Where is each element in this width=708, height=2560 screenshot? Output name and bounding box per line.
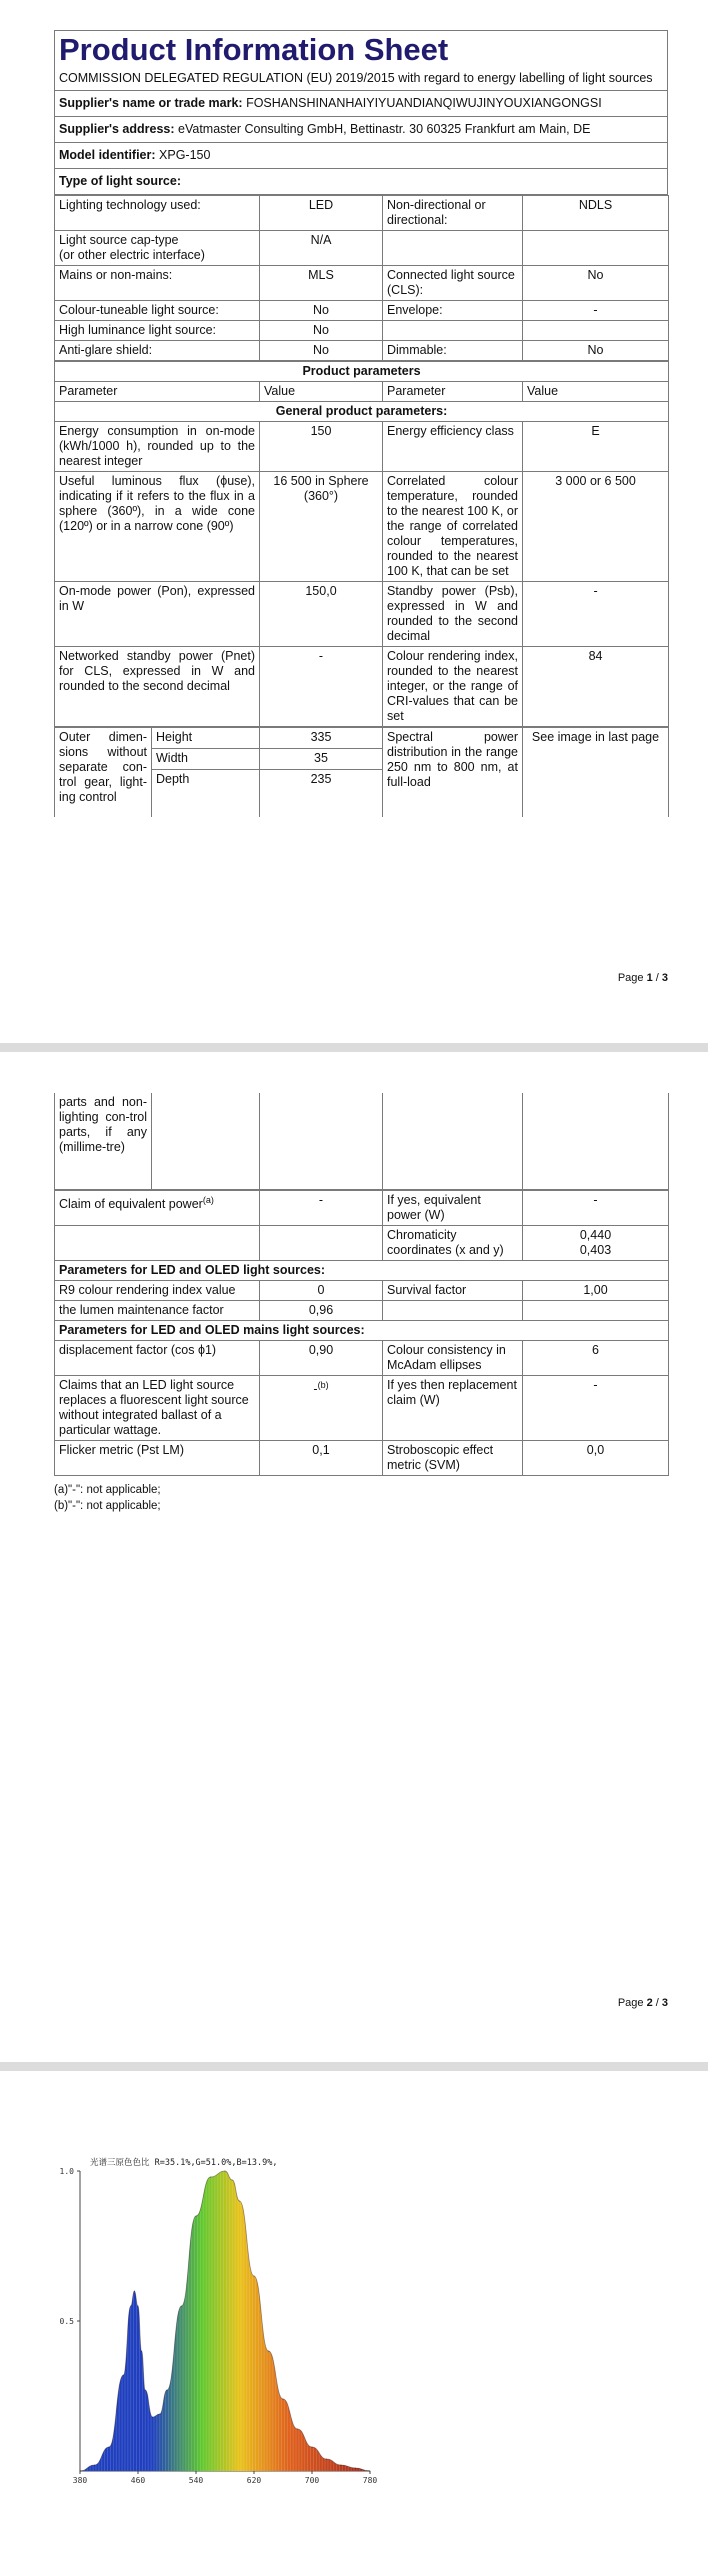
page-number-1 (618, 972, 668, 984)
spectrum-point (79, 2470, 80, 2471)
spectrum-point (210, 2176, 211, 2177)
param-value: 0,96 (260, 1300, 383, 1320)
spectrum-point (159, 2413, 160, 2414)
table-row (55, 582, 669, 647)
param-label-2: Stroboscopic effect metric (SVM) (383, 1440, 523, 1475)
param-label-2: If yes then replacement claim (W) (383, 1375, 523, 1440)
dimensions-label-part2: parts and non-lighting con-trol parts, if any (millime-tre) (55, 1093, 152, 1189)
table-row (55, 266, 669, 301)
regulation-text: COMMISSION DELEGATED REGULATION (EU) 2019/2015 with regard to energy labelling of light sources (59, 71, 653, 85)
page-1 (0, 0, 708, 1043)
chart-title: 光谱三原色色比 R=35.1%,G=51.0%,B=13.9%, (90, 2158, 278, 2168)
spectrum-point (369, 2470, 370, 2471)
spectrum-point (181, 2305, 182, 2306)
param-value-2: E (523, 422, 669, 472)
param-label: High luminance light source: (55, 321, 260, 341)
spectrum-point (94, 2464, 95, 2465)
param-value-2: NDLS (523, 196, 669, 231)
table-row (55, 341, 669, 361)
param-label-2 (383, 231, 523, 266)
table-row (55, 1190, 669, 1225)
param-value: 0,1 (260, 1440, 383, 1475)
type-table (54, 195, 669, 361)
table-row (55, 472, 669, 582)
param-label-2: Dimmable: (383, 341, 523, 361)
param-value-2: - (523, 1375, 669, 1440)
product-params-table (54, 361, 669, 727)
param-label: Light source cap-type (or other electric interface) (55, 231, 260, 266)
param-label-2: Standby power (Psb), expressed in W and rounded to the second decimal (383, 582, 523, 647)
page-current: 1 (646, 972, 653, 984)
dim-empty-cell (260, 1093, 383, 1189)
param-label-2: Non-directional or directional: (383, 196, 523, 231)
dim-empty-cell (152, 1093, 260, 1189)
page-number-2 (618, 1997, 668, 2009)
spectrum-point (123, 2374, 124, 2375)
spectrum-point (326, 2458, 327, 2459)
spectrum-point (134, 2290, 135, 2291)
param-label: Lighting technology used: (55, 196, 260, 231)
model-value: XPG-150 (159, 148, 211, 162)
info-sheet-frame (54, 30, 668, 817)
spectrum-point (297, 2428, 298, 2429)
param-label: displacement factor (cos ϕ1) (55, 1340, 260, 1375)
footnote-a: (a)"-": not applicable; (54, 1483, 161, 1496)
param-label: On-mode power (Pon), expressed in W (55, 582, 260, 647)
param-label: Claim of equivalent power$^{(a)}$ (55, 1190, 260, 1225)
dim-name-depth: Depth (152, 769, 260, 817)
table-row (55, 1340, 669, 1375)
dim-value-depth: 235 (260, 769, 383, 817)
continued-frame (54, 1093, 668, 1514)
dim-empty-cell (383, 1093, 523, 1189)
table-row (55, 301, 669, 321)
spectrum-point (166, 2389, 167, 2390)
dimensions-continued-table (54, 1093, 669, 1190)
param-label: Mains or non-mains: (55, 266, 260, 301)
spectrum-point (311, 2446, 312, 2447)
spectrum-point (137, 2305, 138, 2306)
footnote-ref: (b) (317, 1379, 329, 1390)
dimensions-label-part1: Outer dimen-sions without separate con-trol gear, light-ing control (55, 728, 152, 818)
col-value: Value (260, 382, 383, 402)
spectrum-point (268, 2350, 269, 2351)
param-value (260, 1225, 383, 1260)
param-label: the lumen maintenance factor (55, 1300, 260, 1320)
dim-value-width: 35 (260, 748, 383, 769)
spectrum-point (239, 2200, 240, 2201)
x-tick-label: 620 (246, 2476, 262, 2485)
param-value-2: 3 000 or 6 500 (523, 472, 669, 582)
param-label: Energy consumption in on-mode (kWh/1000 h), rounded up to the nearest integer (55, 422, 260, 472)
col-value-2: Value (523, 382, 669, 402)
dimensions-table (54, 727, 669, 817)
dim-value-height: 335 (260, 728, 383, 749)
param-value: N/A (260, 231, 383, 266)
footnote-b: (b)"-": not applicable; (54, 1499, 161, 1512)
param-label-2: Energy efficiency class (383, 422, 523, 472)
col-parameter-2: Parameter (383, 382, 523, 402)
param-label-2 (383, 1300, 523, 1320)
spectrum-point (224, 2170, 225, 2171)
param-label: Networked standby power (Pnet) for CLS, expressed in W and rounded to the second decimal (55, 647, 260, 727)
param-value: 150 (260, 422, 383, 472)
x-tick-label: 540 (188, 2476, 204, 2485)
page-separator: / (652, 1997, 662, 2009)
table-row (55, 1300, 669, 1320)
dim-empty-cell (523, 1093, 669, 1189)
type-header: Type of light source: (55, 169, 668, 195)
spd-label: Spectral power distribution in the range 250 nm to 800 nm, at full-load (383, 728, 523, 818)
param-label-2: Colour rendering index, rounded to the nearest integer, or the range of CRI-values that can be set (383, 647, 523, 727)
spectrum-point (152, 2416, 153, 2417)
spectrum-point (141, 2350, 142, 2351)
param-label-2: Chromaticity coordinates (x and y) (383, 1225, 523, 1260)
table-row (55, 1375, 669, 1440)
param-value-2: - (523, 582, 669, 647)
footnote-ref: (a) (202, 1194, 214, 1205)
param-label: Useful luminous flux (ϕuse), indicating if it refers to the flux in a sphere (360º), in a wide cone (120º) or in a narrow cone (90º) (55, 472, 260, 582)
param-label-2 (383, 321, 523, 341)
param-value: No (260, 321, 383, 341)
spectrum-point (340, 2464, 341, 2465)
param-label: Claims that an LED light source replaces a fluorescent light source without integrated ballast of a particular wattage. (55, 1375, 260, 1440)
spectrum-point (108, 2446, 109, 2447)
page-2 (0, 1052, 708, 2062)
spd-value: See image in last page (523, 728, 669, 818)
page-prefix: Page (617, 972, 647, 984)
param-value-2: 84 (523, 647, 669, 727)
param-value-2 (523, 1300, 669, 1320)
page-prefix: Page (617, 1997, 647, 2009)
spectrum-point (232, 2179, 233, 2180)
info-sheet-header-table (54, 30, 668, 195)
y-tick-label: 1.0 (59, 2167, 74, 2176)
param-label-2: Colour consistency in McAdam ellipses (383, 1340, 523, 1375)
table-row (55, 1440, 669, 1475)
footnotes (54, 1482, 668, 1514)
param-value-2: 0,440 0,403 (523, 1225, 669, 1260)
x-tick-label: 460 (130, 2476, 146, 2485)
param-value-2: 0,0 (523, 1440, 669, 1475)
supplier-value: FOSHANSHINANHAIYIYUANDIANQIWUJINYOUXIANGONGSI (246, 96, 602, 110)
page-total: 3 (661, 1997, 668, 2009)
dim-name-height: Height (152, 728, 260, 749)
col-parameter: Parameter (55, 382, 260, 402)
table-row (55, 231, 669, 266)
table-row (55, 647, 669, 727)
param-value: 16 500 in Sphere (360°) (260, 472, 383, 582)
param-value: -$^{(b)}$ (260, 1375, 383, 1440)
param-value-2 (523, 231, 669, 266)
model-label: Model identifier: (59, 148, 156, 162)
param-value: 0 (260, 1280, 383, 1300)
table-row (55, 321, 669, 341)
table-row (55, 1280, 669, 1300)
product-params-header: Product parameters (55, 362, 669, 382)
param-label (55, 1225, 260, 1260)
param-label: Colour-tuneable light source: (55, 301, 260, 321)
param-value: MLS (260, 266, 383, 301)
param-label-2: Correlated colour temperature, rounded to the nearest 100 K, or the range of correlated colour temperatures, rounded to the nearest 100 K, that can be set (383, 472, 523, 582)
spectrum-point (253, 2275, 254, 2276)
address-label: Supplier's address: (59, 122, 175, 136)
param-label-2: If yes, equivalent power (W) (383, 1190, 523, 1225)
spectrum-point (130, 2305, 131, 2306)
x-tick-label: 380 (72, 2476, 88, 2485)
param-value: - (260, 647, 383, 727)
equivalence-table (54, 1190, 669, 1476)
param-value-2 (523, 321, 669, 341)
param-label-2: Survival factor (383, 1280, 523, 1300)
param-value-2: No (523, 266, 669, 301)
param-value-2: - (523, 1190, 669, 1225)
param-label-2: Connected light source (CLS): (383, 266, 523, 301)
dim-name-width: Width (152, 748, 260, 769)
param-value: 150,0 (260, 582, 383, 647)
page-current: 2 (646, 1997, 653, 2009)
param-value: No (260, 301, 383, 321)
param-value-2: - (523, 301, 669, 321)
spectrum-point (145, 2389, 146, 2390)
x-tick-label: 700 (304, 2476, 320, 2485)
spectrum-point (355, 2467, 356, 2468)
param-label: R9 colour rendering index value (55, 1280, 260, 1300)
led-params-header: Parameters for LED and OLED light sources: (55, 1260, 669, 1280)
spectral-distribution-chart (50, 2141, 380, 2501)
page-separator: / (652, 972, 662, 984)
page-total: 3 (661, 972, 668, 984)
param-value: LED (260, 196, 383, 231)
x-tick-label: 780 (362, 2476, 378, 2485)
param-value-2: 6 (523, 1340, 669, 1375)
spectrum-point (282, 2398, 283, 2399)
page-title: Product Information Sheet (59, 32, 449, 67)
table-row (55, 1225, 669, 1260)
param-label: Flicker metric (Pst LM) (55, 1440, 260, 1475)
table-row (55, 196, 669, 231)
param-value: - (260, 1190, 383, 1225)
page-3 (0, 2071, 708, 2560)
address-value: eVatmaster Consulting GmbH, Bettinastr. 30 60325 Frankfurt am Main, DE (178, 122, 591, 136)
param-value: No (260, 341, 383, 361)
supplier-label: Supplier's name or trade mark: (59, 96, 243, 110)
table-row (55, 422, 669, 472)
spectrum-area (80, 2171, 370, 2471)
spectrum-point (195, 2215, 196, 2216)
param-value-2: 1,00 (523, 1280, 669, 1300)
param-label: Anti-glare shield: (55, 341, 260, 361)
mains-params-header: Parameters for LED and OLED mains light sources: (55, 1320, 669, 1340)
param-value-2: No (523, 341, 669, 361)
general-params-header: General product parameters: (55, 402, 669, 422)
param-value: 0,90 (260, 1340, 383, 1375)
param-label-2: Envelope: (383, 301, 523, 321)
y-tick-label: 0.5 (59, 2317, 74, 2326)
